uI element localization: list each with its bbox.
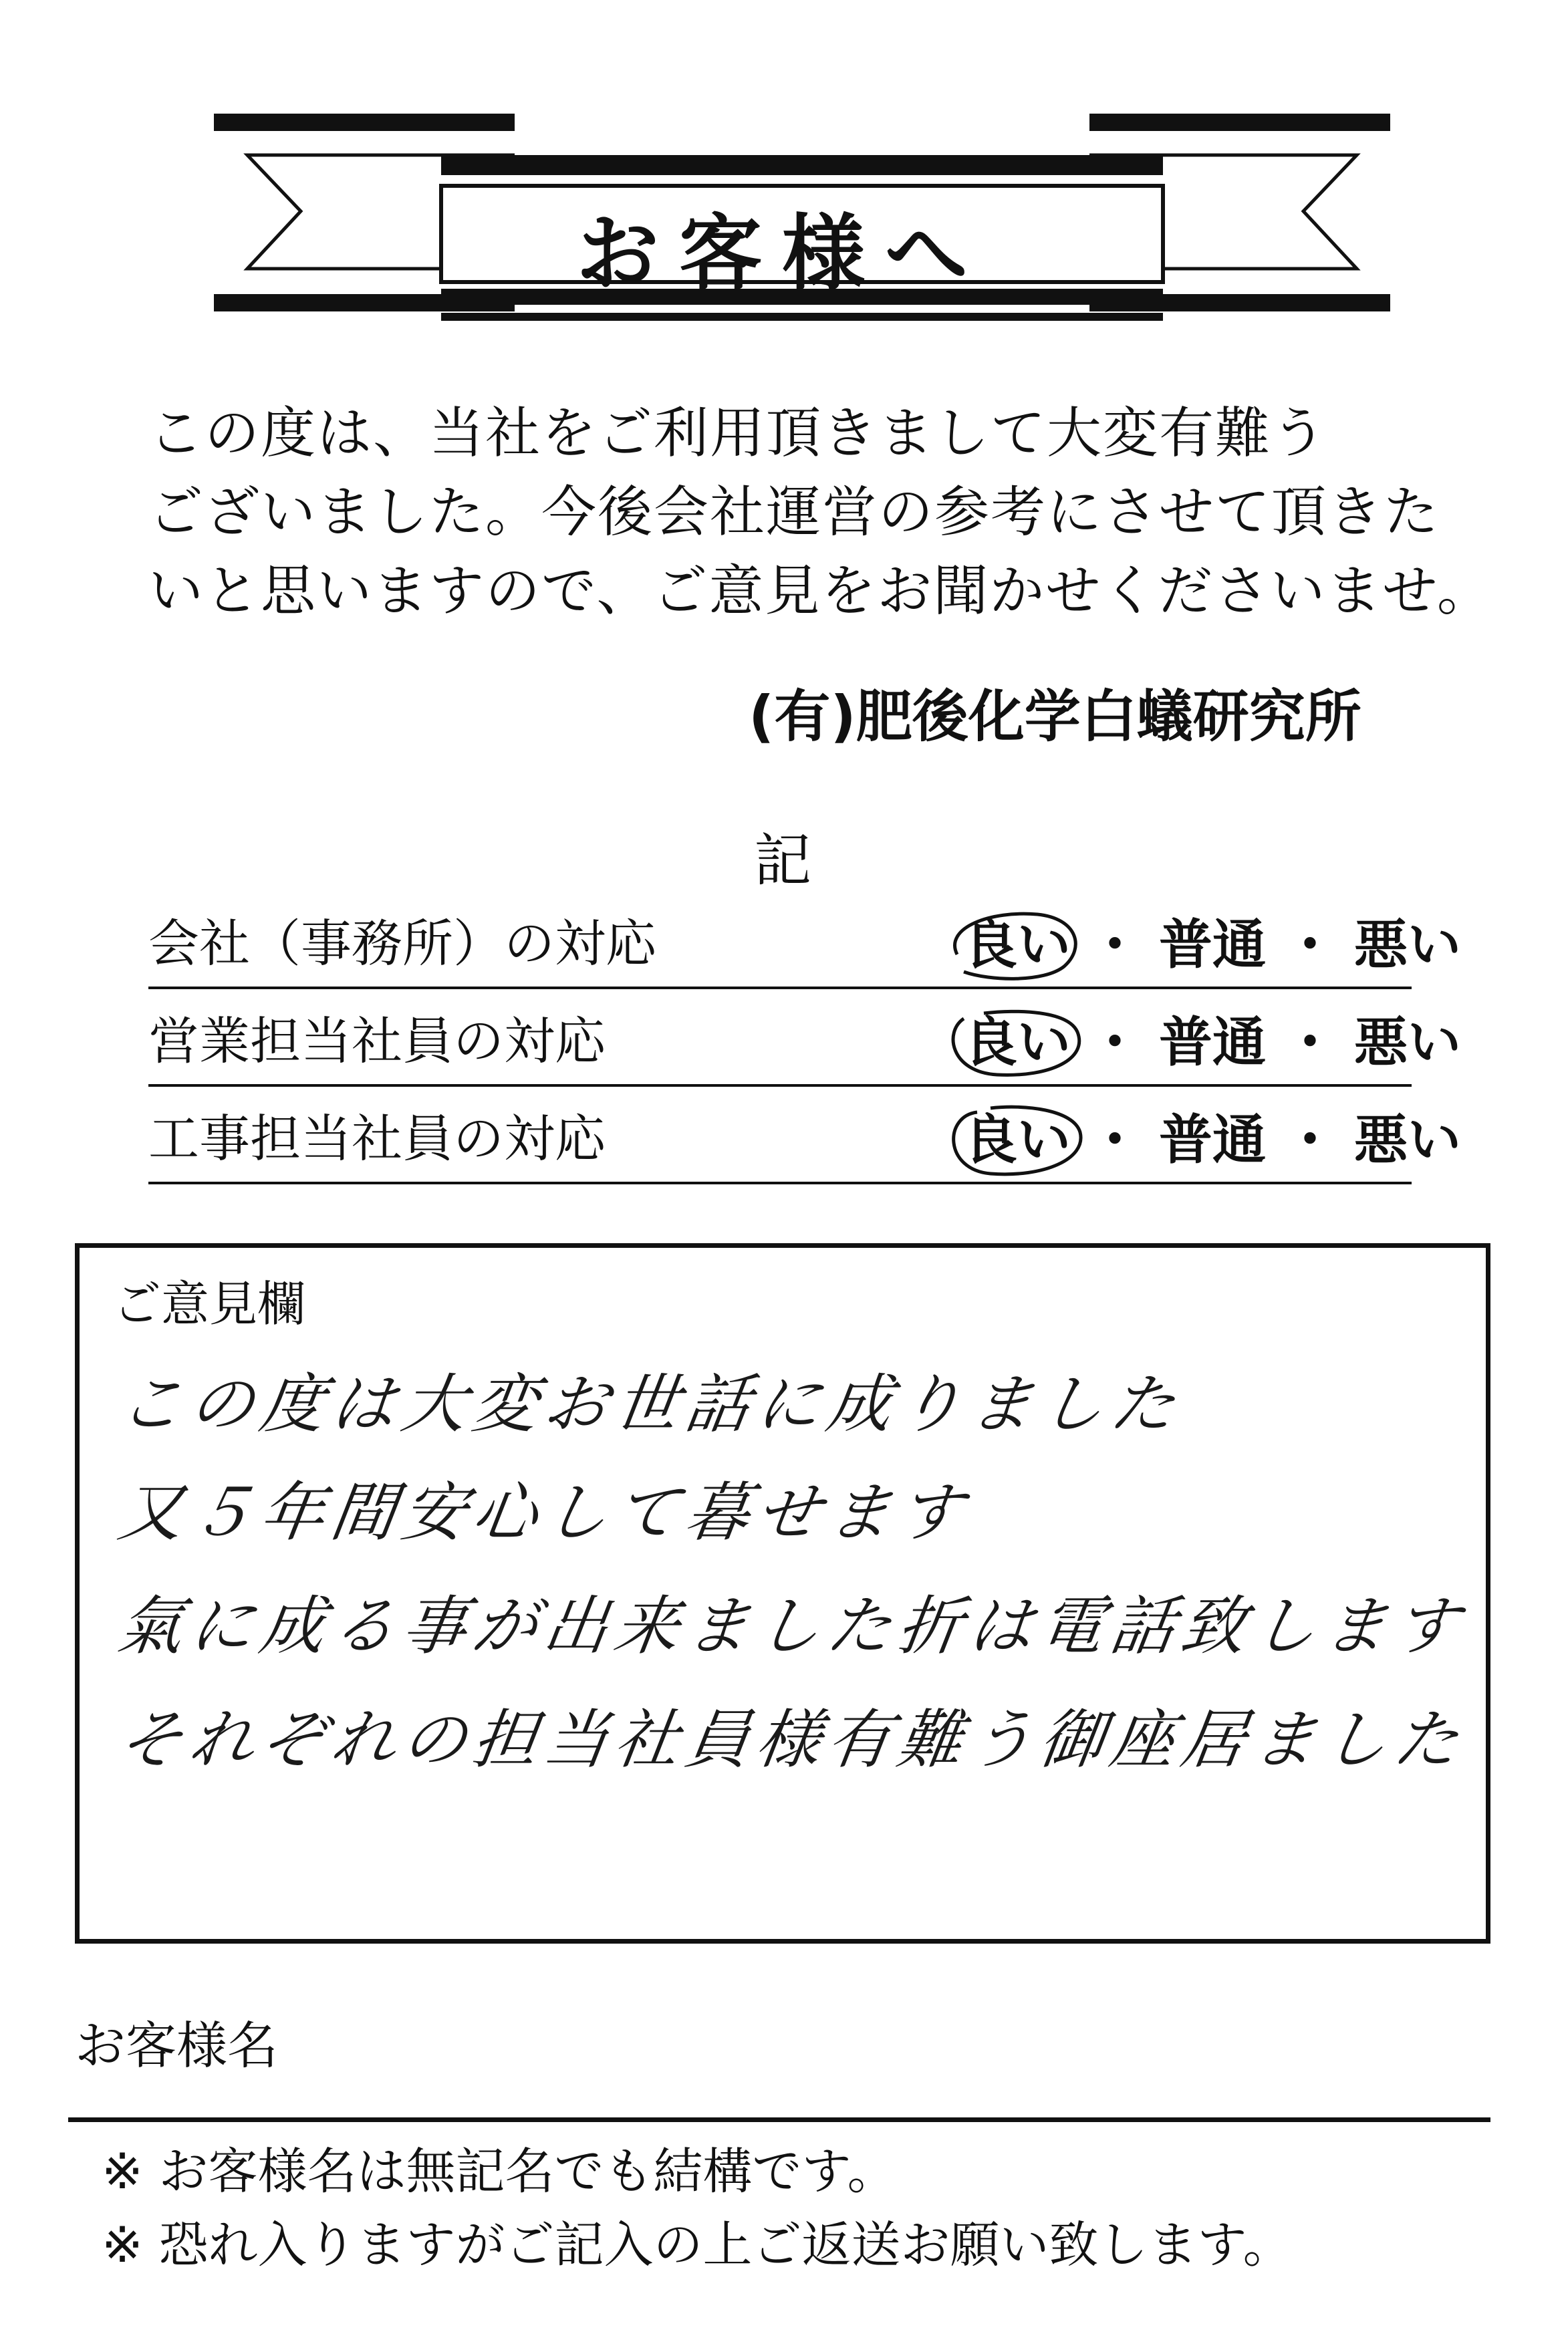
rating-row-sales	[148, 987, 1461, 1087]
handwritten-comment-line: この度は大変お世話に成りました	[114, 1367, 1187, 1442]
company-name: (有)肥後化学白蟻研究所	[749, 684, 1361, 749]
note-return: ※ 恐れ入りますがご記入の上ご返送お願い致します。	[102, 2216, 1293, 2274]
handwritten-comment-line: 又５年間安心して暮せます	[114, 1475, 974, 1550]
rating-row-office	[148, 889, 1461, 989]
comment-label: ご意見欄	[113, 1276, 306, 1332]
banner-bottom-thin-bar	[441, 313, 1163, 321]
intro-line: この度は、当社をご利用頂きまして大変有難う	[148, 402, 1328, 465]
option-good[interactable]: 良い	[964, 1011, 1071, 1073]
rating-row-construction	[148, 1084, 1461, 1184]
rating-label: 営業担当社員の対応	[148, 1011, 606, 1071]
option-bad[interactable]: 悪い	[1354, 1011, 1461, 1073]
handwritten-comment-line: それぞれの担当社員様有難う御座居ました	[114, 1702, 1470, 1777]
banner-left-top-bar	[214, 114, 515, 131]
customer-name-field[interactable]	[68, 2117, 1490, 2122]
option-normal[interactable]: 普通	[1159, 1109, 1266, 1171]
ki-heading: 記	[754, 827, 811, 894]
banner-right-top-bar	[1089, 114, 1390, 131]
handwritten-comment-line: 氣に成る事が出来ました折は電話致します	[114, 1589, 1470, 1664]
option-separator: ・	[1088, 1109, 1142, 1171]
customer-name-label: お客様名	[75, 2016, 278, 2075]
option-bad[interactable]: 悪い	[1354, 1109, 1461, 1171]
option-good[interactable]: 良い	[964, 1109, 1071, 1171]
option-separator: ・	[1283, 1109, 1337, 1171]
intro-line: ございました。今後会社運営の参考にさせて頂きた	[148, 481, 1440, 544]
rating-options	[964, 999, 1461, 1076]
option-separator: ・	[1088, 914, 1142, 976]
option-normal[interactable]: 普通	[1159, 1011, 1266, 1073]
rating-label: 会社（事務所）の対応	[148, 914, 656, 973]
option-separator: ・	[1088, 1011, 1142, 1073]
option-bad[interactable]: 悪い	[1354, 914, 1461, 976]
comment-box[interactable]	[75, 1243, 1490, 1944]
option-separator: ・	[1283, 914, 1337, 976]
option-normal[interactable]: 普通	[1159, 914, 1266, 976]
intro-paragraph	[148, 394, 1493, 631]
intro-line: いと思いますので、ご意見をお聞かせくださいませ。	[148, 559, 1493, 623]
page-title: お客様へ	[575, 205, 988, 302]
rating-options	[964, 1097, 1461, 1174]
note-anonymous: ※ お客様名は無記名でも結構です。	[102, 2143, 897, 2200]
rating-options	[964, 902, 1461, 978]
option-good[interactable]: 良い	[964, 914, 1071, 976]
rating-label: 工事担当社員の対応	[148, 1109, 606, 1168]
option-separator: ・	[1283, 1011, 1337, 1073]
banner-top-thick-bar	[441, 155, 1163, 175]
